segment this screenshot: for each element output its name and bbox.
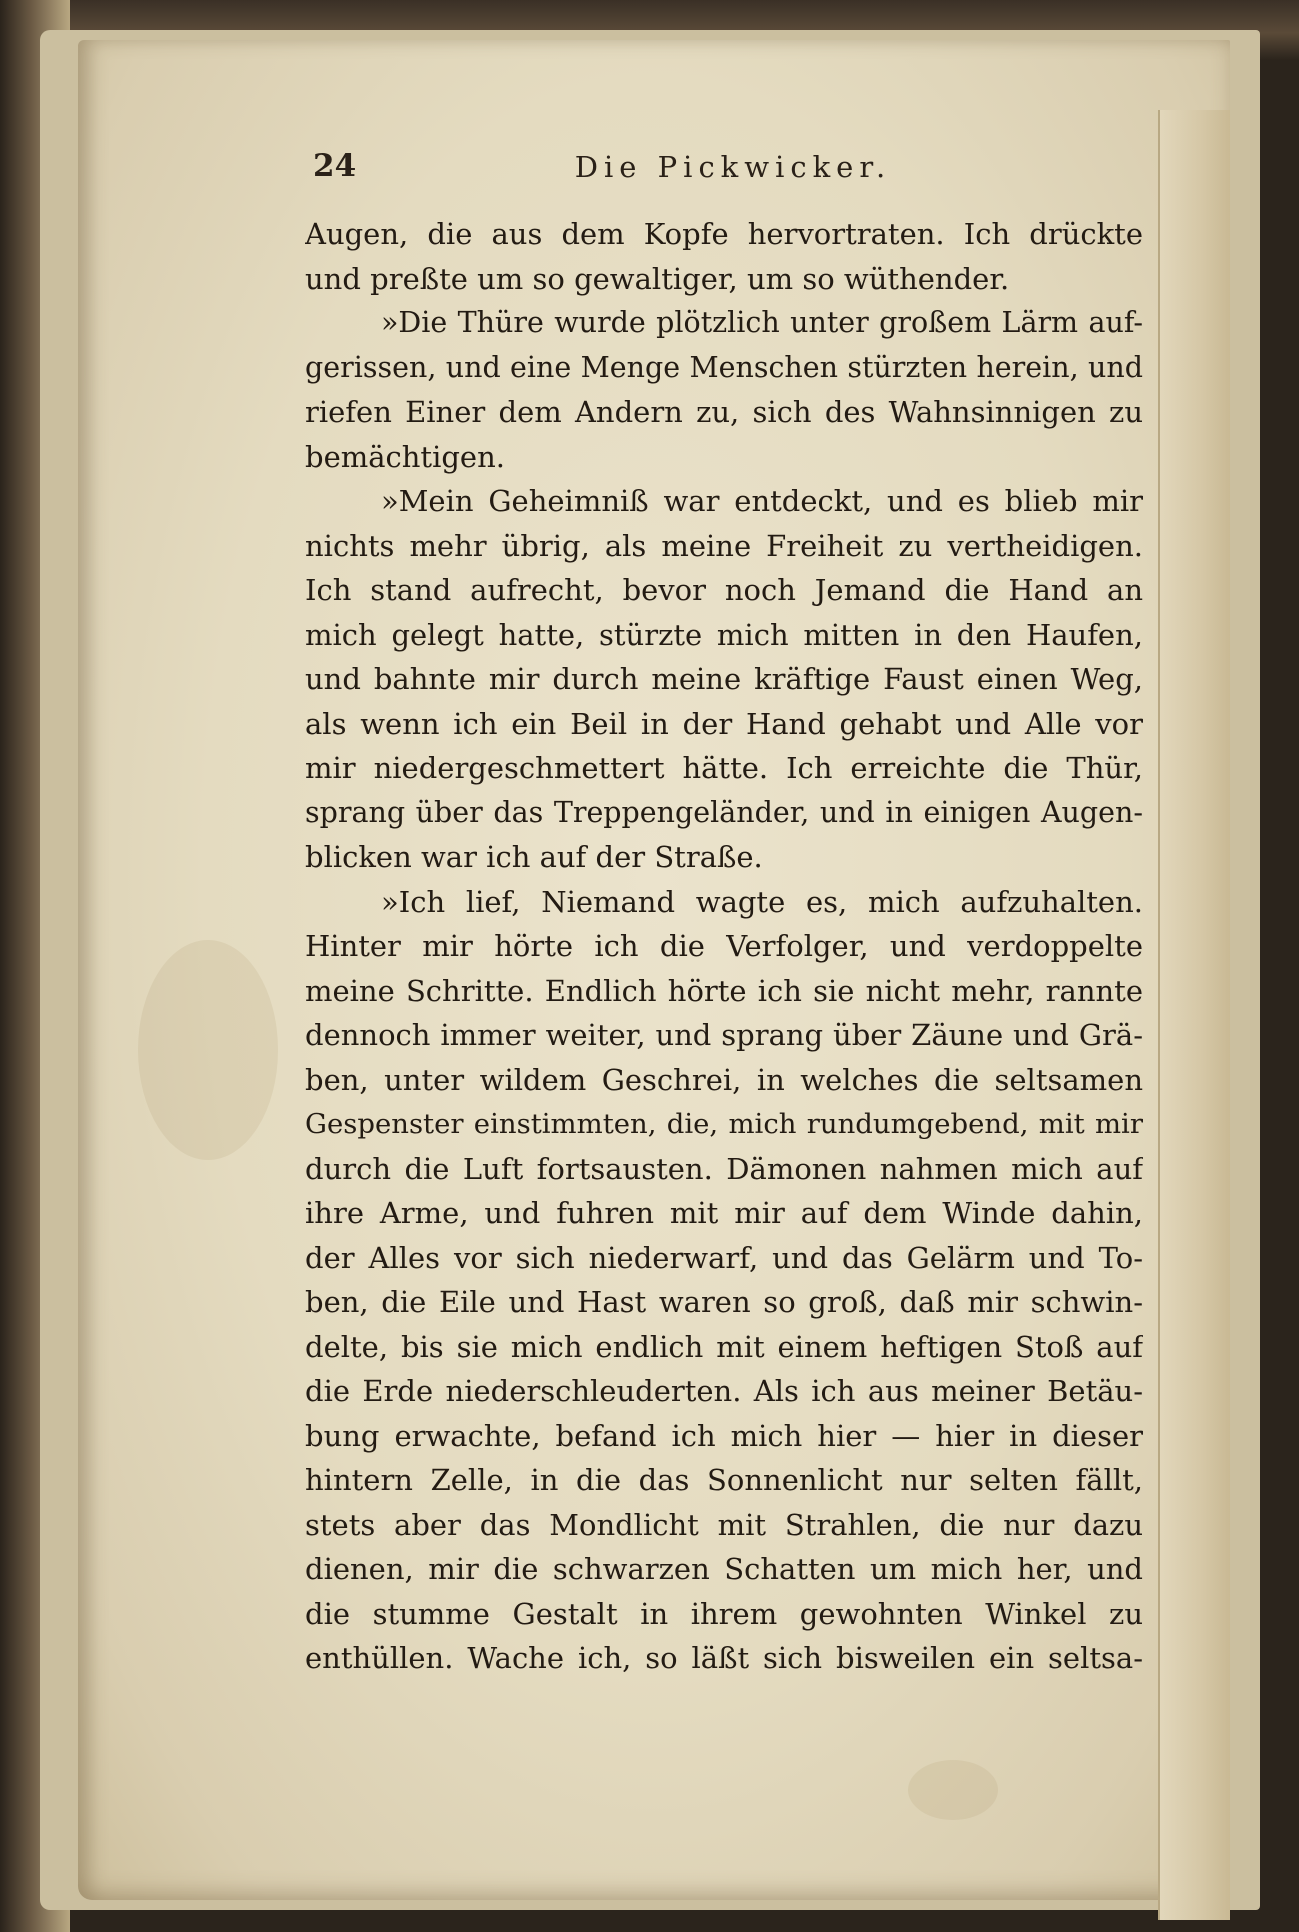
- text-line: durch die Luft fortsausten. Dämonen nahmen mich auf: [305, 1151, 1143, 1186]
- text-line: dennoch immer weiter, und sprang über Zäune und Grä-: [305, 1018, 1143, 1052]
- page-number: 24: [313, 148, 357, 184]
- text-line: ben, unter wildem Geschrei, in welches die seltsamen: [305, 1062, 1143, 1097]
- text-line: sprang über das Treppengeländer, und in einigen Augen-: [305, 795, 1143, 829]
- paper-stain: [138, 940, 278, 1160]
- text-line: gerissen, und eine Menge Menschen stürzten herein, und: [305, 350, 1143, 384]
- text-line: ihre Arme, und fuhren mit mir auf dem Winde dahin,: [305, 1196, 1143, 1230]
- text-line: und preßte um so gewaltiger, um so wüthender.: [305, 261, 1010, 296]
- page-header: [313, 148, 1153, 208]
- text-line: riefen Einer dem Andern zu, sich des Wahnsinnigen zu: [305, 395, 1143, 429]
- text-line: enthüllen. Wache ich, so läßt sich bisweilen ein seltsa-: [305, 1641, 1143, 1675]
- text-line: »Die Thüre wurde plötzlich unter großem Lärm auf-: [381, 306, 1143, 339]
- text-line: bung erwachte, befand ich mich hier — hier in dieser: [305, 1418, 1143, 1453]
- text-line: »Ich lief, Niemand wagte es, mich aufzuhalten.: [381, 884, 1143, 919]
- text-line: dienen, mir die schwarzen Schatten um mich her, und: [305, 1552, 1143, 1586]
- text-line: Augen, die aus dem Kopfe hervortraten. Ich drückte: [305, 217, 1143, 251]
- text-line: hintern Zelle, in die das Sonnenlicht nur selten fällt,: [305, 1463, 1143, 1497]
- text-line: und bahnte mir durch meine kräftige Faust einen Weg,: [305, 662, 1143, 696]
- text-line: Hinter mir hörte ich die Verfolger, und verdoppelte: [305, 929, 1143, 963]
- text-line: ben, die Eile und Hast waren so groß, daß mir schwin-: [305, 1285, 1143, 1319]
- text-line: Ich stand aufrecht, bevor noch Jemand die Hand an: [305, 573, 1143, 607]
- text-line: die Erde niederschleuderten. Als ich aus meiner Betäu-: [305, 1374, 1143, 1408]
- text-line: mir niedergeschmettert hätte. Ich erreichte die Thür,: [305, 751, 1143, 785]
- text-line: meine Schritte. Endlich hörte ich sie nicht mehr, rannte: [305, 973, 1143, 1008]
- text-line: delte, bis sie mich endlich mit einem heftigen Stoß auf: [305, 1329, 1143, 1364]
- text-line: stets aber das Mondlicht mit Strahlen, die nur dazu: [305, 1507, 1143, 1542]
- text-line: blicken war ich auf der Straße.: [305, 840, 763, 874]
- text-line: der Alles vor sich niederwarf, und das Gelärm und To-: [305, 1240, 1143, 1275]
- text-line: bemächtigen.: [305, 439, 505, 474]
- text-line: die stumme Gestalt in ihrem gewohnten Winkel zu: [305, 1596, 1143, 1631]
- text-line: nichts mehr übrig, als meine Freiheit zu vertheidigen.: [305, 528, 1143, 563]
- text-line: Gespenster einstimmten, die, mich rundumgebend, mit mir: [305, 1108, 1143, 1140]
- paper-stain: [908, 1760, 998, 1820]
- text-line: »Mein Geheimniß war entdeckt, und es blieb mir: [381, 484, 1143, 518]
- text-line: mich gelegt hatte, stürzte mich mitten in den Haufen,: [305, 617, 1143, 652]
- body-text: [305, 212, 1143, 1681]
- next-page-edge: [1158, 110, 1230, 1920]
- text-line: als wenn ich ein Beil in der Hand gehabt und Alle vor: [305, 706, 1143, 741]
- running-title: Die Pickwicker.: [574, 150, 892, 184]
